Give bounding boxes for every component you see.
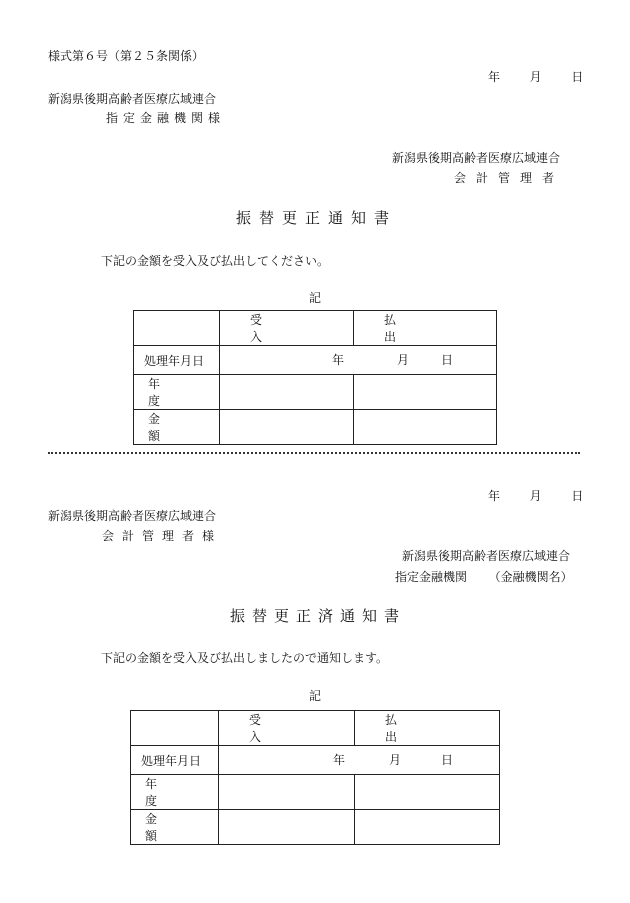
- col-pay-text: 払出: [385, 713, 446, 744]
- table-corner-cell: [134, 311, 220, 346]
- notice-title: 振替更正通知書: [236, 209, 398, 227]
- sender-note-2: （金融機関名）: [488, 570, 573, 584]
- addressee-role: 指定金融機関様: [106, 111, 226, 125]
- row-label-year: 年度: [134, 375, 220, 410]
- amount-receive-cell: [220, 410, 354, 445]
- sender-role-2: 指定金融機関: [395, 570, 468, 584]
- row-label-date: 処理年月日: [134, 346, 220, 375]
- sender-org-2: 新潟県後期高齢者医療広域連合: [401, 549, 570, 563]
- cell-year: 年: [332, 353, 345, 367]
- date-day: 日: [571, 70, 584, 84]
- table-row: [131, 810, 500, 845]
- date-cell: [220, 346, 497, 375]
- table-header-row: [131, 711, 500, 746]
- transfer-table: [133, 310, 497, 445]
- amount-pay-cell: [355, 810, 500, 845]
- row-label-date: 処理年月日: [131, 746, 219, 775]
- col-header-pay: [354, 311, 497, 346]
- year-pay-cell: [355, 775, 500, 810]
- cell-day: 日: [441, 353, 454, 367]
- table-row: [131, 746, 500, 775]
- amount-pay-cell: [354, 410, 497, 445]
- cell-day: 日: [441, 753, 454, 767]
- date-month: 月: [529, 489, 542, 503]
- ki-label: 記: [309, 291, 322, 305]
- row-label-amount: 金額: [131, 810, 219, 845]
- addressee-org: 新潟県後期高齢者医療広域連合: [48, 92, 217, 106]
- transfer-table-2: [130, 710, 500, 845]
- table-row: [134, 410, 497, 445]
- notice-title-2: 振替更正済通知書: [230, 607, 407, 625]
- col-header-pay: [355, 711, 500, 746]
- date-year: 年: [488, 489, 501, 503]
- addressee-role-2: 会計管理者様: [102, 529, 223, 543]
- cut-line: [48, 452, 580, 456]
- row-label-year: 年度: [131, 775, 219, 810]
- col-receive-text: 受入: [250, 313, 311, 344]
- date-cell: [219, 746, 500, 775]
- sender-role: 会計管理者: [453, 171, 564, 185]
- date-line: [488, 71, 583, 83]
- sender-role-line-2: [395, 571, 573, 583]
- sender-org: 新潟県後期高齢者医療広域連合: [391, 151, 560, 165]
- cell-year: 年: [333, 753, 346, 767]
- year-receive-cell: [219, 775, 355, 810]
- ki-label-2: 記: [309, 689, 322, 703]
- notice-body-2: 下記の金額を受入及び払出しましたので通知します。: [101, 651, 389, 665]
- table-row: [134, 346, 497, 375]
- cell-month: 月: [397, 353, 410, 367]
- table-row: [134, 375, 497, 410]
- notice-body: 下記の金額を受入及び払出してください。: [101, 254, 330, 268]
- table-corner-cell: [131, 711, 219, 746]
- year-pay-cell: [354, 375, 497, 410]
- date-month: 月: [529, 70, 542, 84]
- row-label-amount: 金額: [134, 410, 220, 445]
- amount-receive-cell: [219, 810, 355, 845]
- cell-month: 月: [389, 753, 402, 767]
- date-day: 日: [571, 489, 584, 503]
- col-receive-text: 受入: [249, 713, 310, 744]
- form-label: 様式第６号（第２５条関係）: [48, 49, 205, 63]
- table-header-row: [134, 311, 497, 346]
- col-header-receive: [219, 711, 355, 746]
- table-row: [131, 775, 500, 810]
- date-year: 年: [488, 70, 501, 84]
- date-line-2: [488, 490, 583, 502]
- col-pay-text: 払出: [384, 313, 445, 344]
- col-header-receive: [220, 311, 354, 346]
- year-receive-cell: [220, 375, 354, 410]
- addressee-org-2: 新潟県後期高齢者医療広域連合: [48, 509, 217, 523]
